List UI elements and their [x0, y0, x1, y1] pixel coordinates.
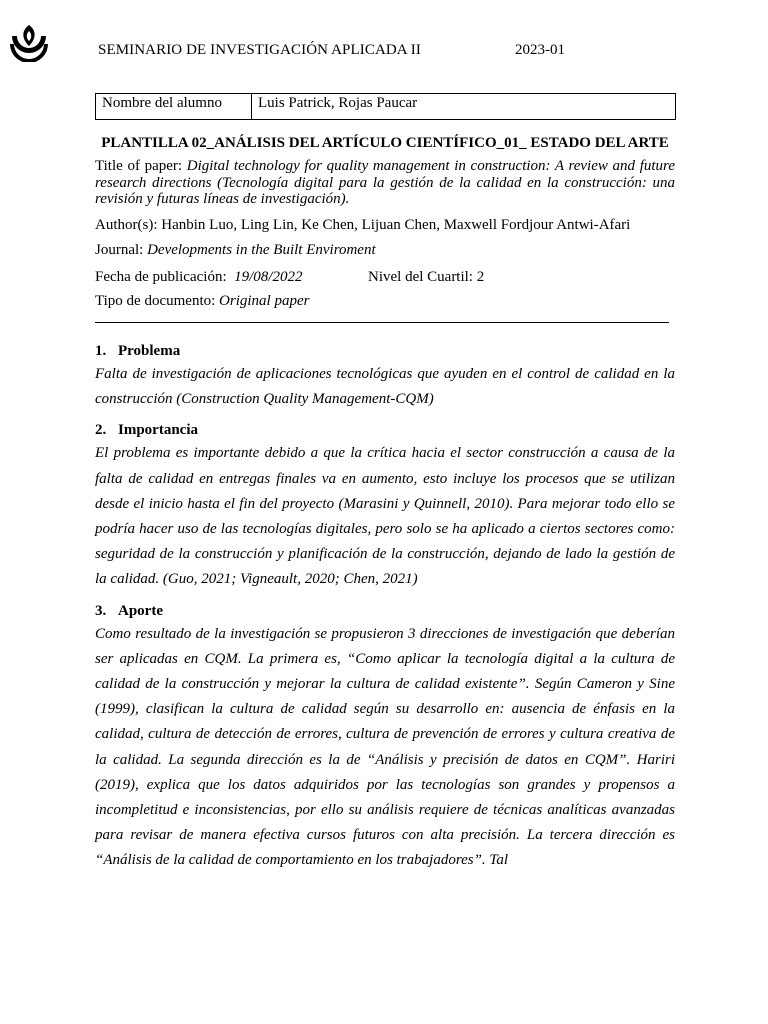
document-body [95, 134, 675, 874]
date-label: Fecha de publicación: [95, 268, 227, 285]
section-heading-aporte: 3. Aporte [95, 602, 163, 619]
section-heading-importancia: 2. Importancia [95, 422, 198, 439]
student-name: Luis Patrick, Rojas Paucar [252, 94, 676, 120]
paper-doctype [95, 293, 675, 310]
quartile-label: Nivel del Cuartil: [368, 268, 473, 285]
student-label: Nombre del alumno [96, 94, 252, 120]
journal-label: Journal: [95, 242, 144, 258]
quartile-value: 2 [476, 268, 485, 285]
university-logo-icon [8, 22, 50, 62]
section-text-problema: Falta de investigación de aplicaciones tecnológicas que ayuden en el control de calidad en la construcción (Construction Quality Management-CQM) [95, 366, 675, 408]
paper-title-value: Digital technology for quality management in construction: A review and future research directions (Tecnología digital para la gestión de la calidad en la construcción: una revisión y futuras líneas de investigación). [95, 158, 675, 207]
header-year: 2023-01 [515, 42, 565, 58]
section-text-importancia: El problema es importante debido a que la crítica hacia el sector construcción a causa de la falta de calidad en entregas finales va en aumento, esto incluye los procesos que se utilizan desde el inicio hasta el fin del proyecto (Marasini y Quinnell, 2010). Para mejorar todo ello se podría hacer uso de las tecnologías digitales, pero solo se ha aplicado a ciertos sectores como: seguridad de la construcción y planificación de la construcción, dejando de lado la gestión de la calidad. (Guo, 2021; Vigneault, 2020; Chen, 2021) [95, 445, 675, 588]
journal-value: Developments in the Built Enviroment [147, 242, 376, 258]
paper-journal [95, 242, 675, 259]
paper-title-label: Title of paper: [95, 158, 183, 174]
paper-title [95, 158, 675, 208]
template-title: PLANTILLA 02_ANÁLISIS DEL ARTÍCULO CIENTÍFICO_01_ ESTADO DEL ARTE [101, 135, 669, 151]
authors-label: Author(s): [95, 216, 158, 233]
authors-value: Hanbin Luo, Ling Lin, Ke Chen, Lijuan Chen, Maxwell Fordjour Antwi-Afari [161, 216, 631, 233]
section-text-aporte: Como resultado de la investigación se propusieron 3 direcciones de investigación que deberían ser aplicadas en CQM. La primera es, “Como aplicar la tecnología digital a la cultura de calidad de la construcción y mejorar la cultura de calidad existente”. Según Cameron y Sine (1999), clasifican la cultura de calidad según su desarrollo en: ausencia de énfasis en la calidad, cultura de detección de errores, cultura de prevención de errores y cultura creativa de la calidad. La segunda dirección es la de “Análisis y precisión de datos en CQM”. Hariri (2019), explica que los datos adquiridos por las tecnologías son grandes y propensos a incompletitud e inconsistencias, por ello su análisis requiere de técnicas analíticas avanzadas para revisar de manera efectiva cursos futuros con alta precisión. La tercera dirección es “Análisis de la calidad de comportamiento en los trabajadores”. Tal [95, 625, 675, 869]
date-quartile-row [95, 268, 675, 286]
doctype-value: Original paper [219, 292, 310, 309]
date-value: 19/08/2022 [234, 268, 303, 285]
doctype-label: Tipo de documento: [95, 292, 216, 309]
section-heading-problema: 1. Problema [95, 343, 181, 359]
student-table [95, 93, 676, 120]
paper-authors [95, 217, 675, 234]
header-title: SEMINARIO DE INVESTIGACIÓN APLICADA II [98, 42, 421, 58]
